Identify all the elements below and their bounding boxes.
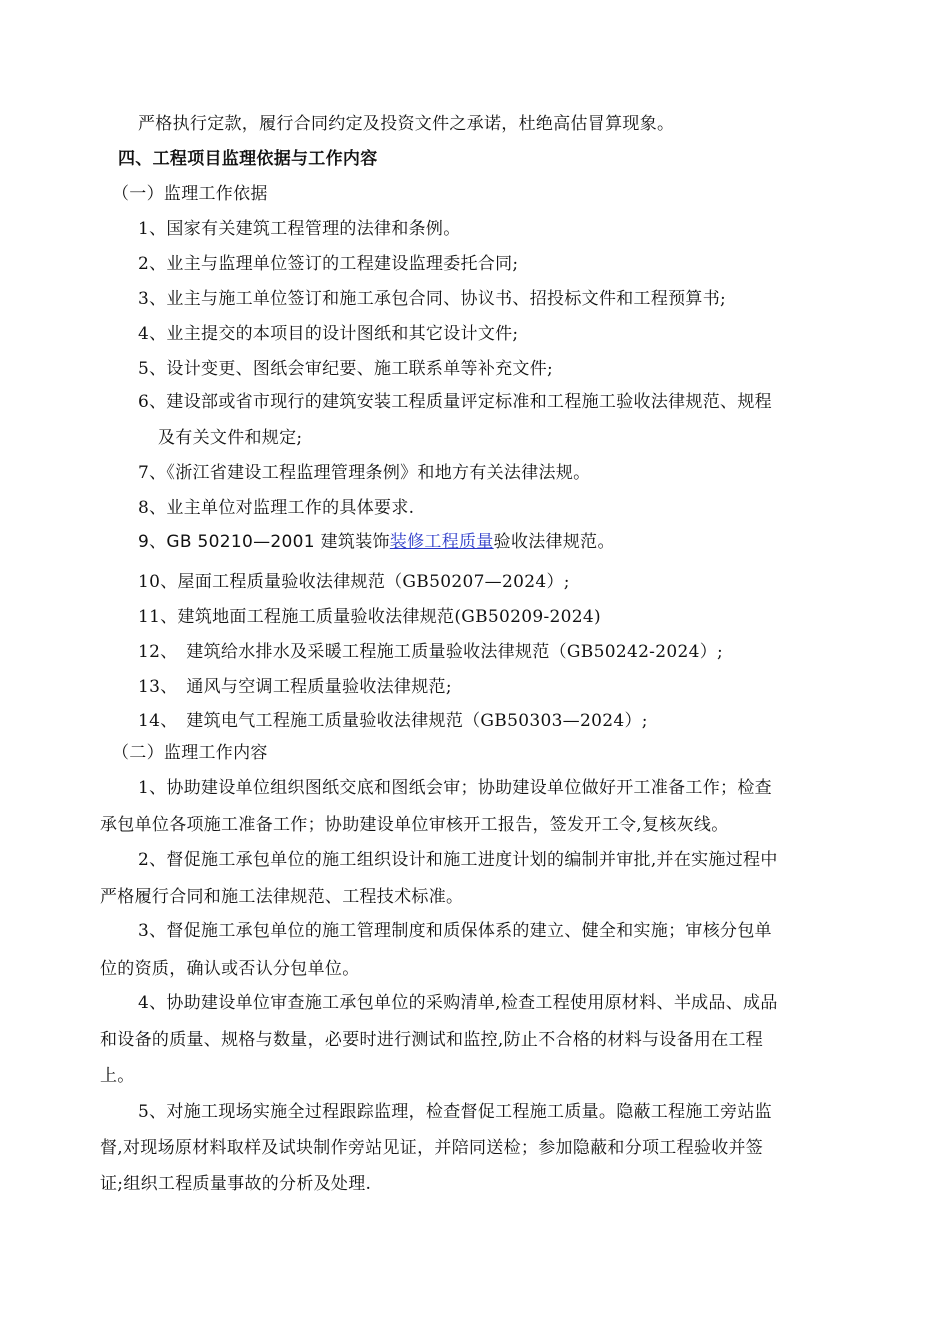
basis-item-6-continued: 及有关文件和规定; [158,428,303,448]
basis-item-8: 8、业主单位对监理工作的具体要求. [138,498,415,518]
intro-tail-text: 严格执行定款，履行合同约定及投资文件之承诺，杜绝高估冒算现象。 [138,114,675,134]
basis-item-1: 1、国家有关建筑工程管理的法律和条例。 [138,219,461,239]
content-para-3-line-2: 位的资质，确认或否认分包单位。 [100,959,360,979]
basis-item-2: 2、业主与监理单位签订的工程建设监理委托合同; [138,254,519,274]
basis-item-5: 5、设计变更、图纸会审纪要、施工联系单等补充文件; [138,359,554,379]
basis-item-9-link[interactable]: 装修工程质量 [389,532,494,552]
basis-item-9-suffix: 验收法律规范。 [493,532,615,552]
content-para-4-line-2: 和设备的质量、规格与数量，必要时进行测试和监控,防止不合格的材料与设备用在工程 [100,1030,764,1050]
basis-item-14: 14、 建筑电气工程施工质量验收法律规范（GB50303—2024）; [138,711,648,731]
basis-item-6: 6、建设部或省市现行的建筑安装工程质量评定标准和工程施工验收法律规范、规程 [138,392,772,412]
content-para-5-line-1: 5、对施工现场实施全过程跟踪监理，检查督促工程施工质量。隐蔽工程施工旁站监 [138,1102,772,1122]
content-para-5-line-2: 督,对现场原材料取样及试块制作旁站见证，并陪同送检；参加隐蔽和分项工程验收并签 [100,1138,764,1158]
basis-item-11: 11、建筑地面工程施工质量验收法律规范(GB50209-2024) [138,607,601,627]
content-para-4-line-3: 上。 [100,1066,135,1086]
basis-item-9-code: 9、GB 50210—2001 [138,532,315,552]
basis-item-9-mid: 建筑装饰 [320,532,390,552]
basis-item-10: 10、屋面工程质量验收法律规范（GB50207—2024）; [138,572,570,592]
basis-item-3: 3、业主与施工单位签订和施工承包合同、协议书、招投标文件和工程预算书; [138,289,727,309]
content-para-4-line-1: 4、协助建设单位审查施工承包单位的采购清单,检查工程使用原材料、半成品、成品 [138,993,778,1013]
content-para-2-line-2: 严格履行合同和施工法律规范、工程技术标准。 [100,887,464,907]
content-subheading: （二）监理工作内容 [112,743,268,763]
basis-item-9 [138,530,615,554]
content-para-3-line-1: 3、督促施工承包单位的施工管理制度和质保体系的建立、健全和实施；审核分包单 [138,921,772,941]
content-para-1-line-1: 1、协助建设单位组织图纸交底和图纸会审；协助建设单位做好开工准备工作；检查 [138,778,772,798]
basis-subheading: （一）监理工作依据 [112,184,268,204]
basis-item-12: 12、 建筑给水排水及采暖工程施工质量验收法律规范（GB50242-2024）; [138,642,724,662]
content-para-1-line-2: 承包单位各项施工准备工作；协助建设单位审核开工报告，签发开工令,复核灰线。 [100,815,729,835]
basis-item-7: 7、《浙江省建设工程监理管理条例》和地方有关法律法规。 [138,463,591,483]
basis-item-4: 4、业主提交的本项目的设计图纸和其它设计文件; [138,324,519,344]
section-4-heading: 四、工程项目监理依据与工作内容 [118,149,378,169]
content-para-5-line-3: 证;组织工程质量事故的分析及处理. [100,1174,372,1194]
basis-item-13: 13、 通风与空调工程质量验收法律规范; [138,677,452,697]
content-para-2-line-1: 2、督促施工承包单位的施工组织设计和施工进度计划的编制并审批,并在实施过程中 [138,850,778,870]
